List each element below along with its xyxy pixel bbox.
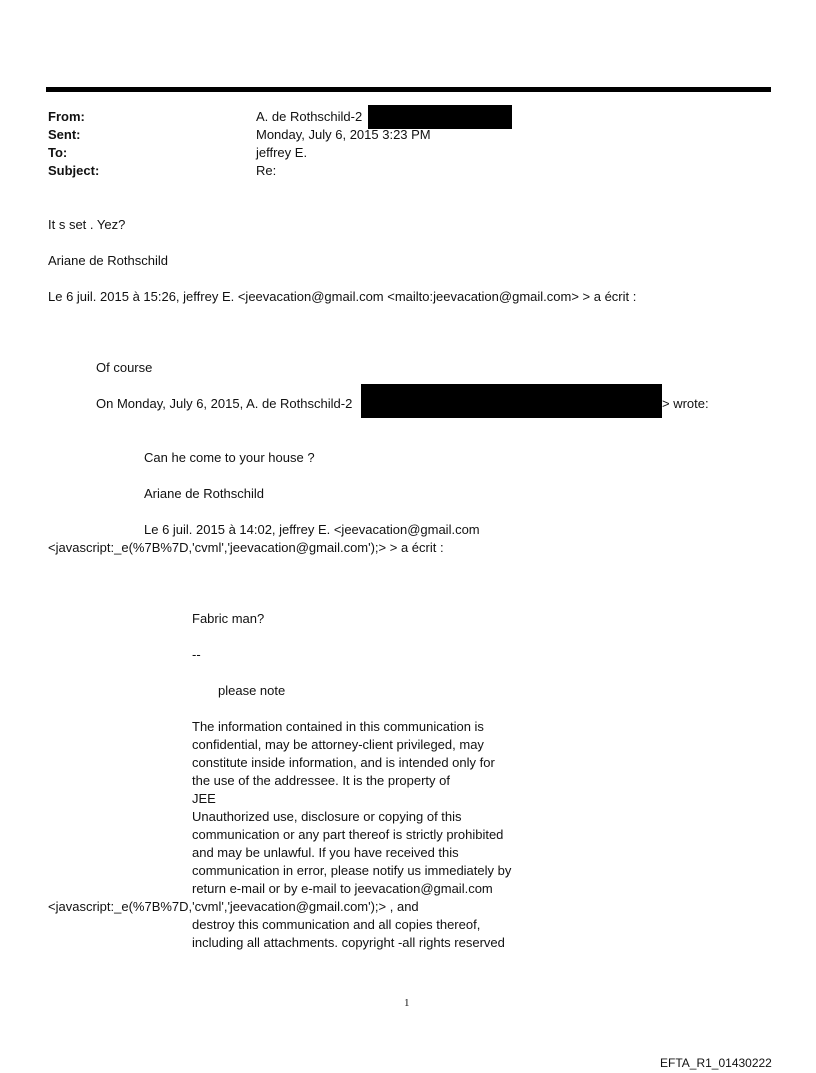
signature-separator: -- [192, 647, 201, 662]
document-id: EFTA_R1_01430222 [660, 1056, 772, 1070]
disclaimer-line: confidential, may be attorney-client privileged, may [192, 737, 484, 752]
from-value: A. de Rothschild-2 [256, 109, 363, 124]
quote-intro: Le 6 juil. 2015 à 15:26, jeffrey E. <jeevacation@gmail.com <mailto:jeevacation@gmail.com> > a écrit : [48, 289, 637, 304]
disclaimer-javascript-line: <javascript:_e(%7B%7D,'cvml','jeevacation@gmail.com');> , and [48, 899, 419, 914]
message-line: It s set . Yez? [48, 217, 126, 232]
disclaimer-line: the use of the addressee. It is the property of [192, 773, 450, 788]
message-line: Can he come to your house ? [144, 450, 315, 465]
disclaimer [192, 718, 511, 898]
reply-intro-start: On Monday, July 6, 2015, A. de Rothschild-2 [96, 396, 353, 411]
please-note: please note [218, 683, 286, 698]
reply-intro-end: > wrote: [662, 396, 709, 411]
page-number: 1 [404, 997, 410, 1009]
reply-line: Of course [96, 360, 153, 375]
header-rule [46, 87, 771, 92]
signature: Ariane de Rothschild [48, 253, 168, 268]
disclaimer-line: including all attachments. copyright -all rights reserved [192, 935, 505, 950]
disclaimer-line: constitute inside information, and is intended only for [192, 755, 495, 770]
to-label: To: [48, 145, 68, 160]
disclaimer-line: return e-mail or by e-mail to jeevacation@gmail.com [192, 881, 493, 896]
disclaimer-line: communication or any part thereof is strictly prohibited [192, 827, 504, 842]
sent-value: Monday, July 6, 2015 3:23 PM [256, 127, 431, 142]
disclaimer-line: The information contained in this communication is [192, 719, 484, 734]
quote-intro: Le 6 juil. 2015 à 14:02, jeffrey E. <jeevacation@gmail.com [144, 522, 480, 537]
from-label: From: [48, 109, 85, 124]
subject-label: Subject: [48, 163, 100, 178]
disclaimer-line: and may be unlawful. If you have received this [192, 845, 459, 860]
disclaimer-line: communication in error, please notify us immediately by [192, 863, 512, 878]
to-value: jeffrey E. [256, 145, 308, 160]
subject-value: Re: [256, 163, 277, 178]
disclaimer-line: destroy this communication and all copies thereof, [192, 917, 481, 932]
redaction-box [361, 384, 662, 418]
message-line: Fabric man? [192, 611, 265, 626]
signature: Ariane de Rothschild [144, 486, 264, 501]
disclaimer-line: Unauthorized use, disclosure or copying of this [192, 809, 462, 824]
disclaimer-line: JEE [192, 791, 216, 806]
sent-label: Sent: [48, 127, 81, 142]
quote-intro-continued: <javascript:_e(%7B%7D,'cvml','jeevacation@gmail.com');> > a écrit : [48, 540, 444, 555]
